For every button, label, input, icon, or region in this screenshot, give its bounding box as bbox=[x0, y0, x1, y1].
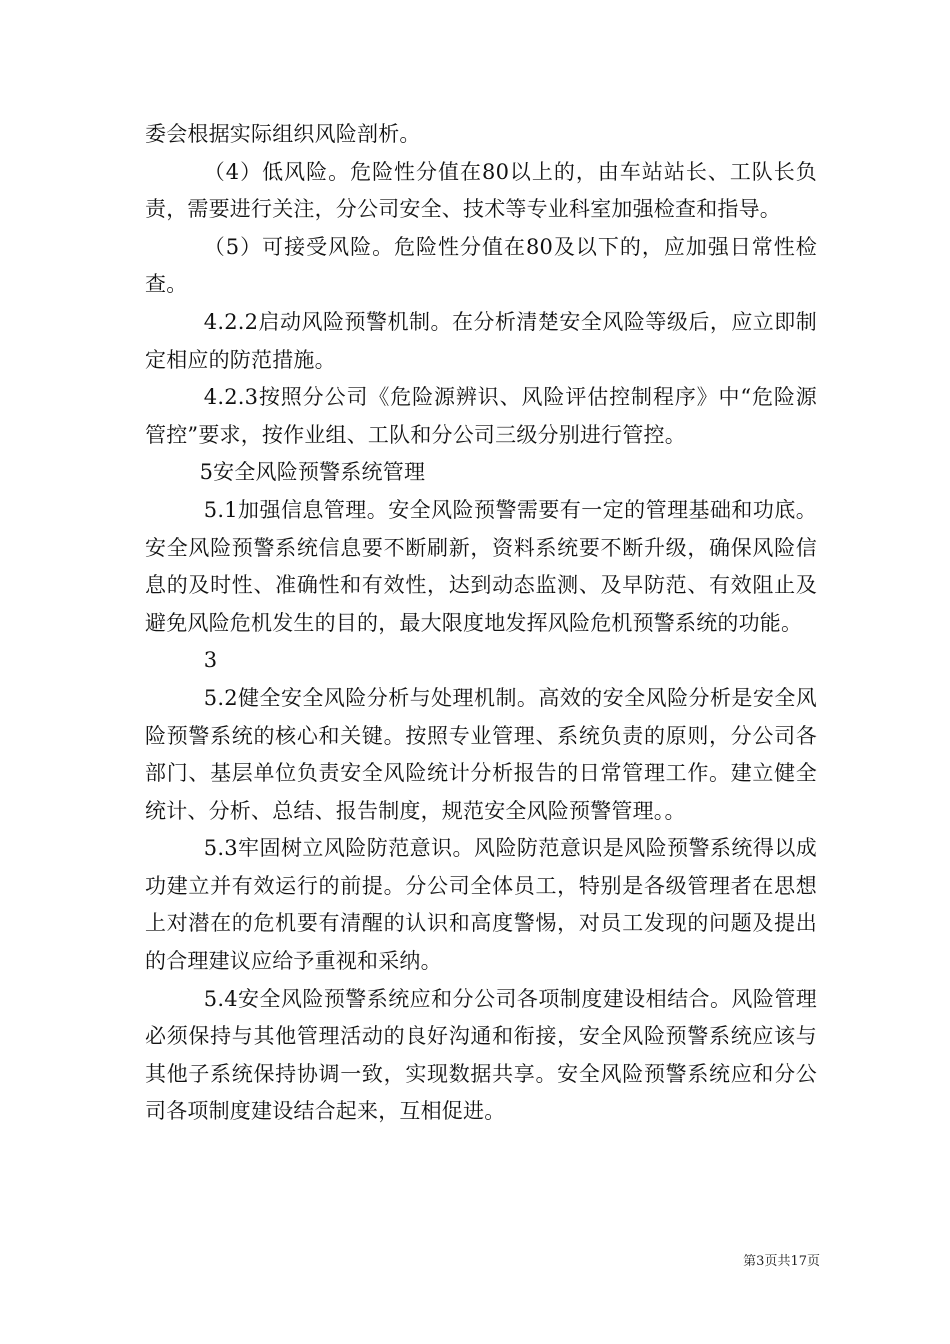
paragraph-4-2-3: 4.2.3按照分公司《危险源辨识、风险评估控制程序》中“危险源管控”要求，按作业组、工队和分公司三级分别进行管控。 bbox=[145, 385, 817, 447]
paragraph-5-3: 5.3牢固树立风险防范意识。风险防范意识是风险预警系统得以成功建立并有效运行的前提。分公司全体员工，特别是各级管理者在思想上对潜在的危机要有清醒的认识和高度警惕，对员工发现的问题及提出的合理建议应给予重视和采纳。 bbox=[145, 836, 817, 974]
inline-page-number: 3 bbox=[203, 648, 218, 673]
paragraph-acceptable-risk: （5）可接受风险。危险性分值在80及以下的，应加强日常性检查。 bbox=[145, 234, 817, 297]
paragraph-continuation: 委会根据实际组织风险剖析。 bbox=[145, 122, 421, 146]
section-heading-5: 5安全风险预警系统管理 bbox=[199, 460, 426, 485]
paragraph-low-risk: （4）低风险。危险性分值在80以上的，由车站站长、工队长负责，需要进行关注，分公司安全、技术等专业科室加强检查和指导。 bbox=[145, 159, 817, 222]
paragraph-5-4: 5.4安全风险预警系统应和分公司各项制度建设相结合。风险管理必须保持与其他管理活动的良好沟通和衔接，安全风险预警系统应该与其他子系统保持协调一致，实现数据共享。安全风险预警系统应和分公司各项制度建设结合起来，互相促进。 bbox=[145, 986, 817, 1124]
paragraph-5-2: 5.2健全安全风险分析与处理机制。高效的安全风险分析是安全风险预警系统的核心和关键。按照专业管理、系统负责的原则，分公司各部门、基层单位负责安全风险统计分析报告的日常管理工作。建立健全统计、分析、总结、报告制度，规范安全风险预警管理。。 bbox=[145, 685, 817, 823]
paragraph-4-2-2: 4.2.2启动风险预警机制。在分析清楚安全风险等级后，应立即制定相应的防范措施。 bbox=[145, 309, 817, 372]
paragraph-5-1: 5.1加强信息管理。安全风险预警需要有一定的管理基础和功底。安全风险预警系统信息要不断刷新，资料系统要不断升级，确保风险信息的及时性、准确性和有效性，达到动态监测、及早防范、有效阻止及避免风险危机发生的目的，最大限度地发挥风险危机预警系统的功能。 bbox=[145, 497, 817, 635]
document-body bbox=[145, 116, 817, 1131]
page-footer: 第3页共17页 bbox=[743, 1254, 820, 1269]
